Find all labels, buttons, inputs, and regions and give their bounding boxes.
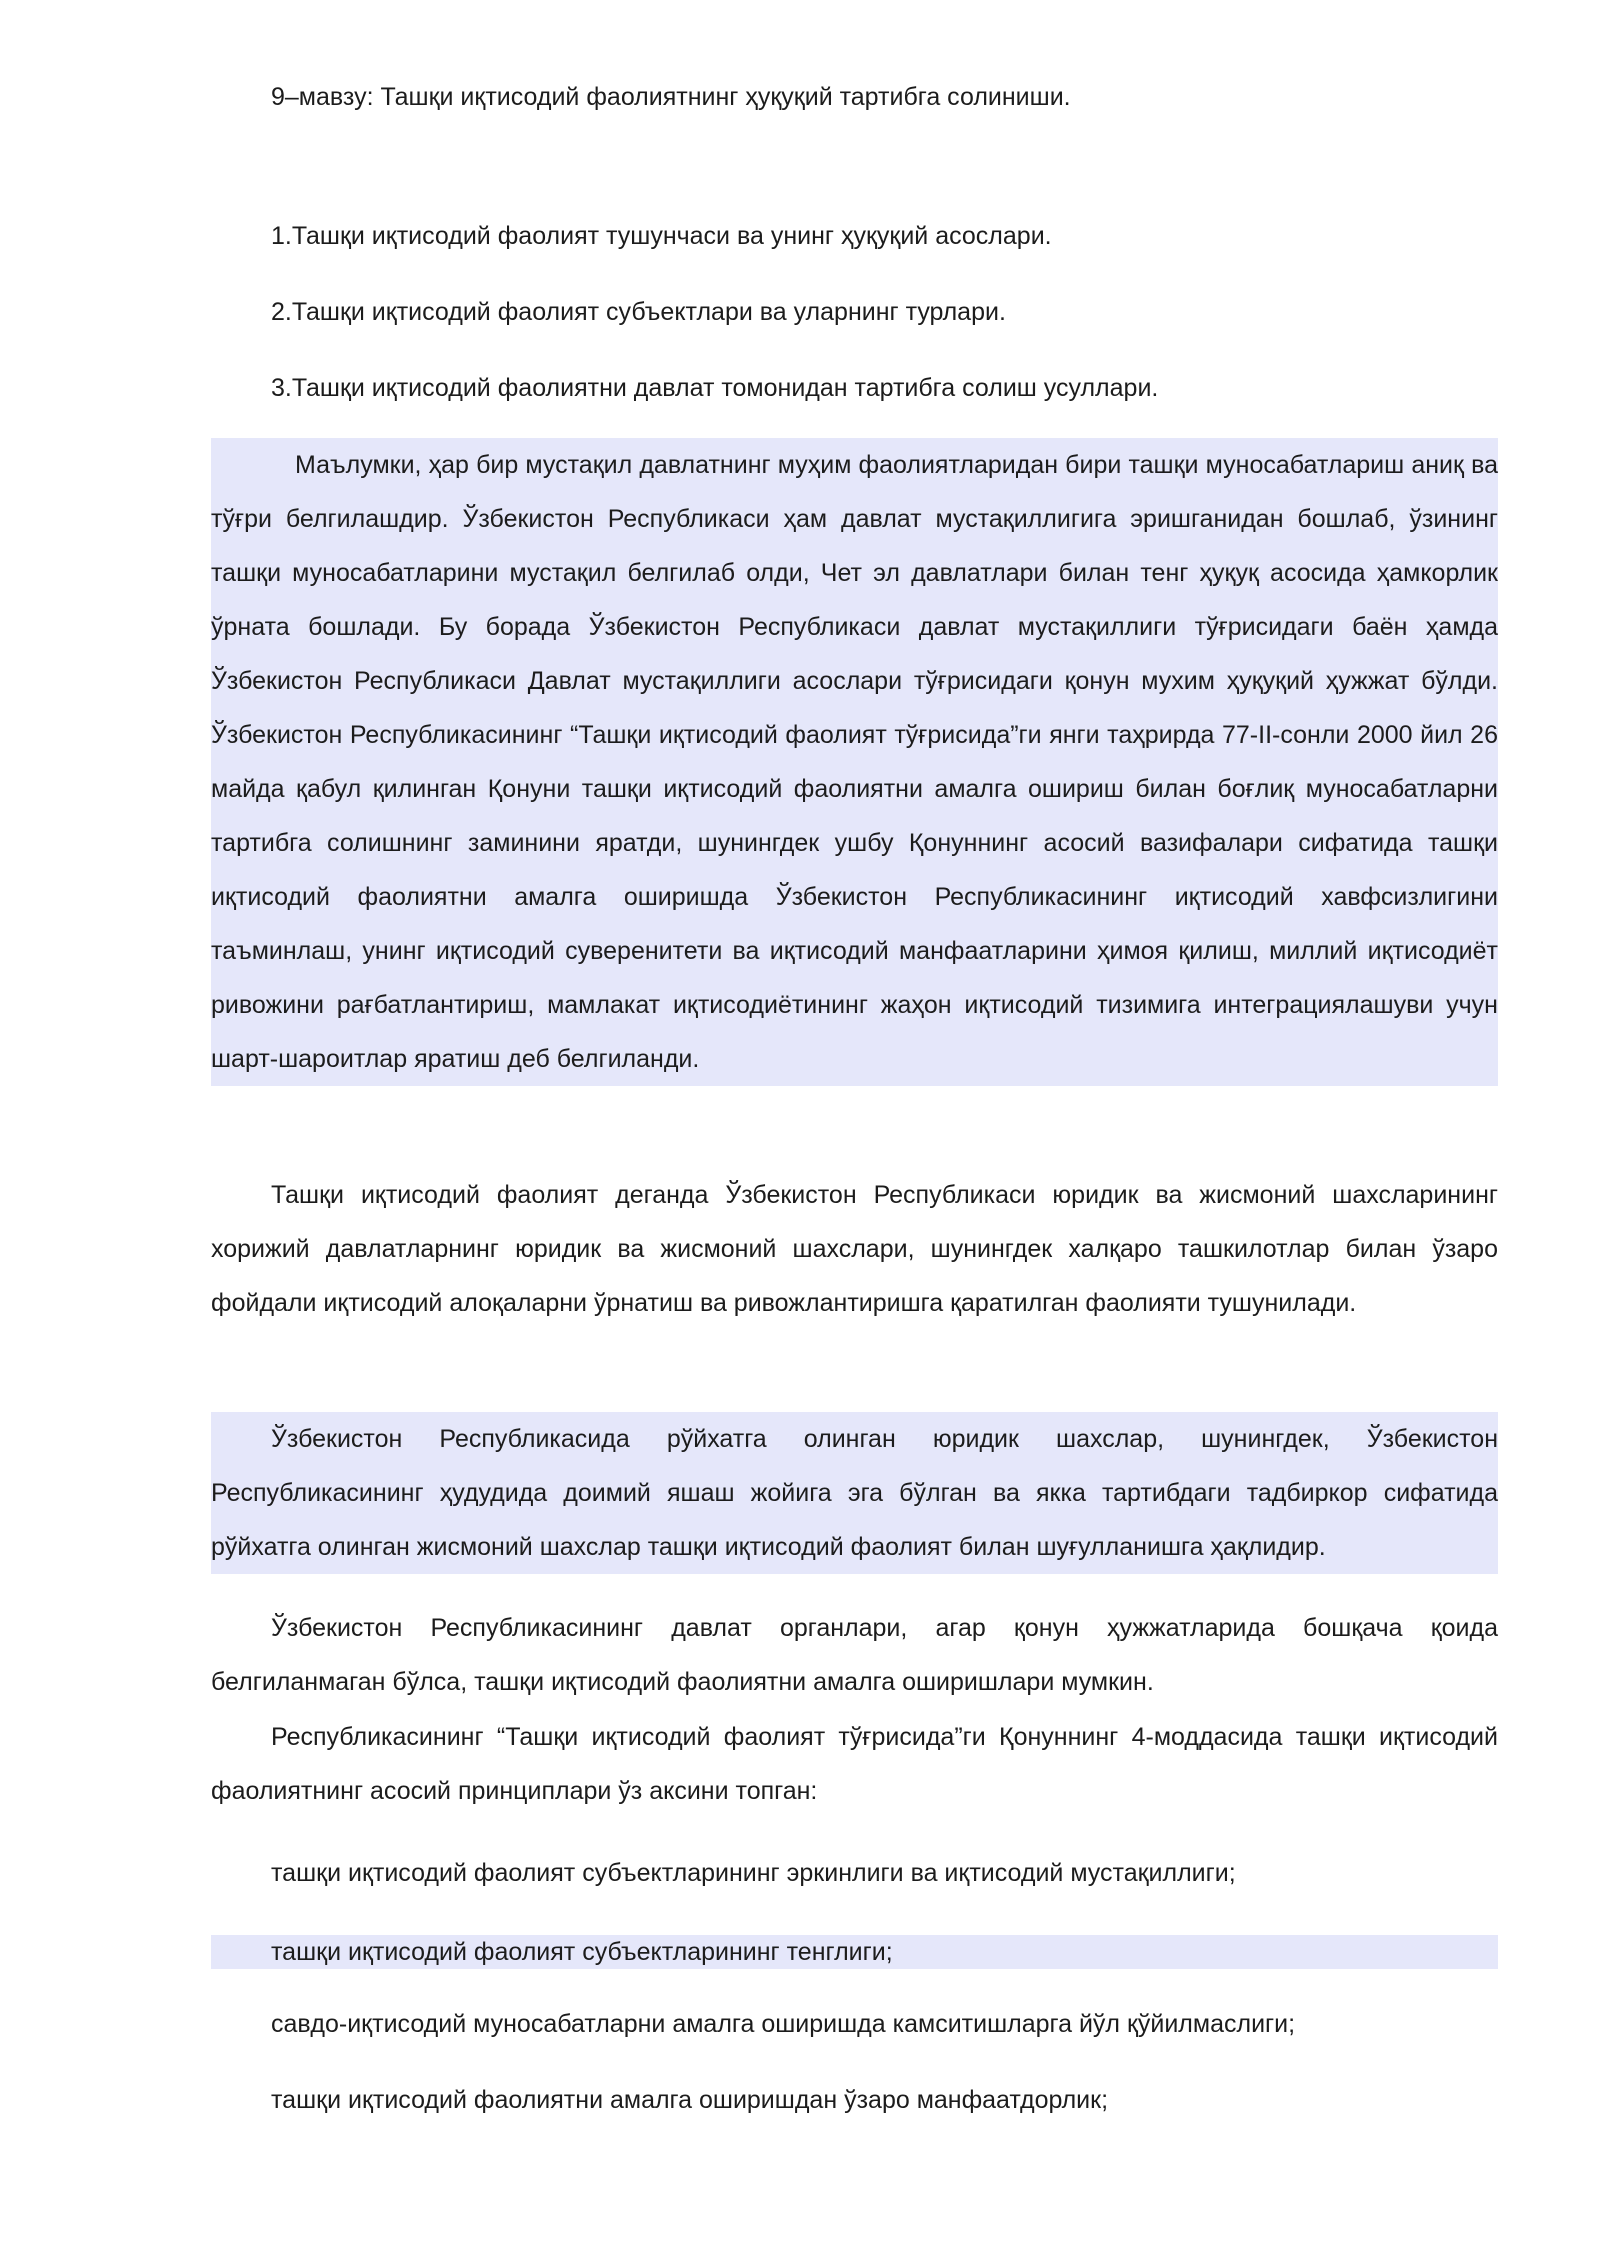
- plan-item-2: 2.Ташқи иқтисодий фаолият субъектлари ва уларнинг турлари.: [271, 298, 1006, 326]
- plan-item-3: 3.Ташқи иқтисодий фаолиятни давлат томонидан тартибга солиш усуллари.: [271, 374, 1159, 402]
- principle-item-3: савдо-иқтисодий муносабатларни амалга оширишда камситишларга йўл қўйилмаслиги;: [271, 2010, 1296, 2038]
- principle-item-4: ташқи иқтисодий фаолиятни амалга оширишдан ўзаро манфаатдорлик;: [271, 2086, 1109, 2114]
- paragraph-intro: Маълумки, ҳар бир мустақил давлатнинг муҳим фаолиятларидан бири ташқи муносабатлариш аниқ ва тўғри белгилашдир. Ўзбекистон Республикаси ҳам давлат мустақиллигига эришганидан бошлаб, ўзининг ташқи муносабатларини мустақил белгилаб олди, Чет эл давлатлари билан тенг ҳуқуқ асосида ҳамкорлик ўрната бошлади. Бу борада Ўзбекистон Республикаси давлат мустақиллиги тўғрисидаги баён ҳамда Ўзбекистон Республикаси Давлат мустақиллиги асослари тўғрисидаги қонун мухим ҳуқуқий ҳужжат бўлди. Ўзбекистон Республикасининг “Ташқи иқтисодий фаолият тўғрисида”ги янги таҳрирда 77-II-сонли 2000 йил 26 майда қабул қилинган Қонуни ташқи иқтисодий фаолиятни амалга ошириш билан боғлиқ муносабатларни тартибга солишнинг заминини яратди, шунингдек ушбу Қонуннинг асосий вазифалари сифатида ташқи иқтисодий фаолиятни амалга оширишда Ўзбекистон Республикасининг иқтисодий хавфсизлигини таъминлаш, унинг иқтисодий суверенитети ва иқтисодий манфаатларини ҳимоя қилиш, миллий иқтисодиёт ривожини рағбатлантириш, мамлакат иқтисодиётининг жаҳон иқтисодий тизимига интеграциялашуви учун шарт-шароитлар яратиш деб белгиланди.: [211, 438, 1498, 1086]
- plan-item-1: 1.Ташқи иқтисодий фаолият тушунчаси ва унинг ҳуқуқий асослари.: [271, 222, 1052, 250]
- principle-item-1: ташқи иқтисодий фаолият субъектларининг эркинлиги ва иқтисодий мустақиллиги;: [271, 1859, 1236, 1887]
- paragraph-subjects: Ўзбекистон Республикасида рўйхатга олинган юридик шахслар, шунингдек, Ўзбекистон Республикасининг ҳудудида доимий яшаш жойига эга бўлган ва якка тартибдаги тадбиркор сифатида рўйхатга олинган жисмоний шахслар ташқи иқтисодий фаолият билан шуғулланишга ҳақлидир.: [211, 1412, 1498, 1574]
- paragraph-state-bodies: Ўзбекистон Республикасининг давлат органлари, агар қонун ҳужжатларида бошқача қоида белгиланмаган бўлса, ташқи иқтисодий фаолиятни амалга оширишлари мумкин.: [211, 1614, 1498, 1696]
- paragraph-definition: Ташқи иқтисодий фаолият деганда Ўзбекистон Республикаси юридик ва жисмоний шахсларининг хорижий давлатларнинг юридик ва жисмоний шахслари, шунингдек халқаро ташкилотлар билан ўзаро фойдали иқтисодий алоқаларни ўрнатиш ва ривожлантиришга қаратилган фаолияти тушунилади.: [211, 1181, 1498, 1317]
- paragraph-principles-intro: Республикасининг “Ташқи иқтисодий фаолият тўғрисида”ги Қонуннинг 4-моддасида ташқи иқтисодий фаолиятнинг асосий принциплари ўз аксини топган:: [211, 1723, 1498, 1805]
- principle-item-2: ташқи иқтисодий фаолият субъектларининг тенглиги;: [211, 1935, 1498, 1969]
- document-title: 9–мавзу: Ташқи иқтисодий фаолиятнинг ҳуқуқий тартибга солиниши.: [271, 83, 1071, 111]
